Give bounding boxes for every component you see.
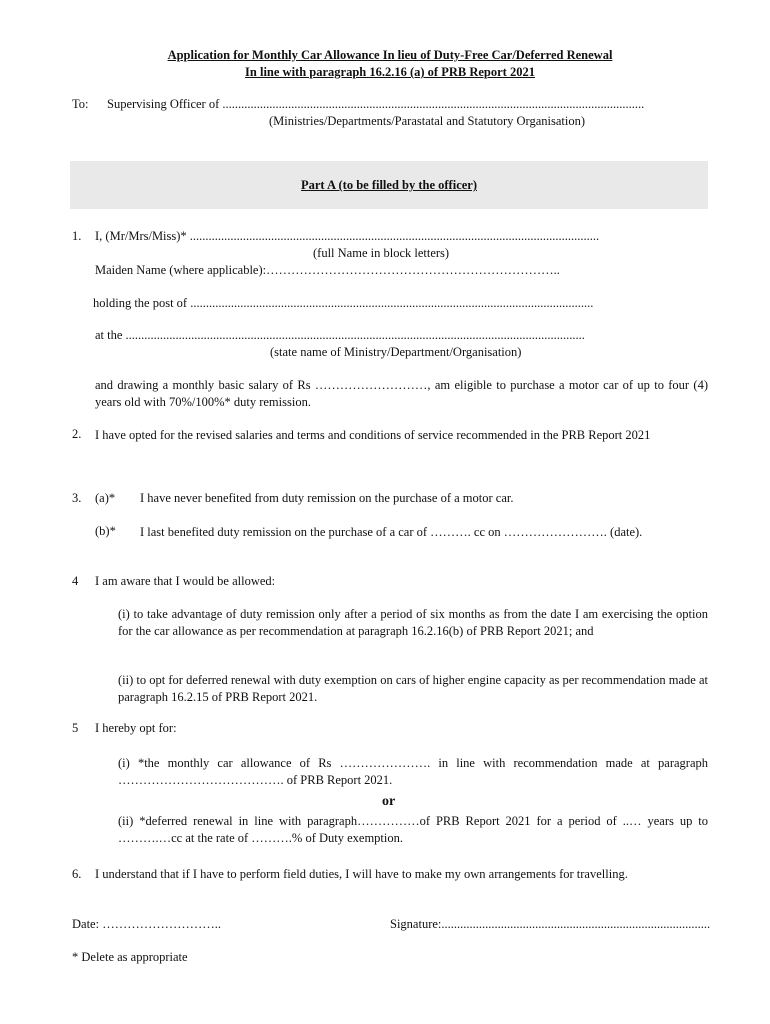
item-4-number: 4 [72, 574, 79, 588]
signature-field[interactable]: Signature:...................................................................................... [390, 917, 711, 931]
item-4-text: I am aware that I would be allowed: [95, 574, 276, 588]
part-a-title: Part A (to be filled by the officer) [301, 178, 477, 192]
full-name-hint: (full Name in block letters) [313, 246, 450, 260]
document-title-line-2: In line with paragraph 16.2.16 (a) of PRB Report 2021 [245, 65, 535, 79]
item-3b-text[interactable]: I last benefited duty remission on the purchase of a car of ………. cc on ……………………. (date). [140, 525, 643, 539]
item-5-number: 5 [72, 721, 79, 735]
item-3a-label: (a)* [95, 491, 116, 505]
item-4-ii: (ii) to opt for deferred renewal with duty exemption on cars of higher engine capacity as per recommendation made at paragraph 16.2.15 of PRB Report 2021. [118, 673, 708, 704]
or-separator: or [382, 794, 396, 809]
item-3-number: 3. [72, 491, 82, 505]
post-field[interactable]: holding the post of ................................................................................................................................. [93, 296, 594, 310]
item-5-option-i[interactable]: (i) *the monthly car allowance of Rs …………………. in line with recommendation made at paragraph …………………………………. of PRB Report 2021. [118, 756, 708, 787]
supervising-officer-field[interactable]: Supervising Officer of ....................................................................................................................................... [107, 97, 645, 111]
organisation-hint: (Ministries/Departments/Parastatal and Statutory Organisation) [269, 114, 586, 128]
ministry-hint: (state name of Ministry/Department/Organisation) [270, 345, 522, 359]
item-5-text: I hereby opt for: [95, 721, 177, 735]
item-4-i: (i) to take advantage of duty remission only after a period of six months as from the date I am exercising the option for the car allowance as per recommendation at paragraph 16.2.16(b) of PRB Report 2021; and [118, 607, 708, 638]
maiden-name-field[interactable]: Maiden Name (where applicable):…………………………………………………………….. [95, 263, 560, 277]
delete-note: * Delete as appropriate [72, 950, 188, 964]
item-6-number: 6. [72, 867, 82, 881]
item-6-text: I understand that if I have to perform field duties, I will have to make my own arrangements for travelling. [95, 867, 628, 881]
salary-statement: and drawing a monthly basic salary of Rs ………………………, am eligible to purchase a motor car of up to four (4) years old with 70%/100%* duty remission. [95, 378, 708, 409]
item-2-number: 2. [72, 427, 82, 441]
to-label: To: [72, 97, 89, 111]
date-field[interactable]: Date: ……………………….. [72, 917, 221, 931]
item-3b-label: (b)* [95, 524, 116, 538]
full-name-field[interactable]: I, (Mr/Mrs/Miss)* ................................................................................................................................... [95, 229, 600, 243]
item-5-option-ii[interactable]: (ii) *deferred renewal in line with paragraph……………of PRB Report 2021 for a period of ..… years up to ……….…cc at the rate of ……….% of Duty exemption. [118, 814, 708, 845]
item-3a-text: I have never benefited from duty remission on the purchase of a motor car. [140, 491, 514, 505]
document-title-line-1: Application for Monthly Car Allowance In lieu of Duty-Free Car/Deferred Renewal [167, 48, 613, 62]
item-2-text: I have opted for the revised salaries and terms and conditions of service recommended in the PRB Report 2021 [95, 428, 651, 442]
item-1-number: 1. [72, 229, 82, 243]
ministry-field[interactable]: at the ................................................................................................................................................... [95, 328, 585, 342]
